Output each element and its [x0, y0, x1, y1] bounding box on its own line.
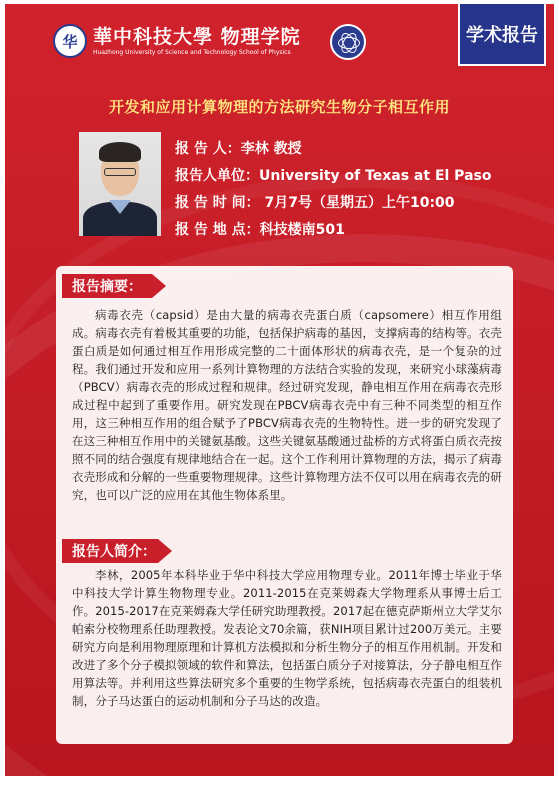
abstract-heading: 报告摘要：: [62, 274, 152, 298]
bio-heading: 报告人简介：: [62, 539, 158, 563]
speaker-photo: [79, 132, 161, 236]
physics-school-logo-icon: [330, 24, 366, 60]
school-name-en: Huazhong University of Science and Technology School of Physics: [93, 49, 291, 56]
location-line: 报 告 地 点：科技楼南501: [175, 222, 345, 238]
poster: [5, 4, 554, 776]
header: [5, 4, 554, 76]
university-logo-icon: 华: [53, 24, 87, 58]
speaker-line: 报 告 人：李林 教授: [175, 141, 302, 157]
report-title: 开发和应用计算物理的方法研究生物分子相互作用: [108, 98, 450, 116]
affiliation-line: 报告人单位：University of Texas at El Paso: [175, 168, 492, 184]
badge-label: 学术报告: [466, 25, 538, 46]
school-name: 華中科技大學 物理学院: [93, 26, 301, 48]
bio-text: 李林，2005年本科毕业于华中科技大学应用物理专业。2011年博士毕业于华中科技大学计算生物物理专业。2011-2015在克莱姆森大学物理系从事博士后工作。2015-2017在克莱姆森大学任研究助理教授。2017起在德克萨斯州立大学艾尔帕索分校物理系任助理教授。发表论文70余篇，获NIH项目累计过200万美元。主要研究方向是利用物理原理和计算机方法模拟和分析生物分子的相互作用机制。开发和改进了多个分子模拟领域的软件和算法，包括蛋白质分子对接算法，分子静电相互作用算法等。并利用这些算法研究多个重要的生物学系统，包括病毒衣壳蛋白的组装机制，分子马达蛋白的运动机制和分子马达的改造。: [72, 568, 502, 708]
report-badge: [458, 4, 546, 66]
time-line: 报 告 时 间： 7月7号（星期五）上午10:00: [175, 195, 455, 211]
abstract-text: 病毒衣壳（capsid）是由大量的病毒衣壳蛋白质（capsomere）相互作用组成。病毒衣壳有着极其重要的功能，包括保护病毒的基因，支撑病毒的结构等。衣壳蛋白质是如何通过相互作用形成完整的二十面体形状的病毒衣壳，是一个复杂的过程。我们通过开发和应用一系列计算物理的方法结合实验的发现，来研究小球藻病毒（PBCV）病毒衣壳的形成过程和规律。经过研究发现，静电相互作用在病毒衣壳形成过程中起到了重要作用。研究发现在PBCV病毒衣壳中有三种不同类型的相互作用，这三种相互作用的组合赋予了PBCV病毒衣壳的生物特性。进一步的研究发现了在这三种相互作用中的关键氨基酸。这些关键氨基酸通过盐桥的方式将蛋白质衣壳按照不同的结合强度有规律地结合在一起。这个工作利用计算物理的方法，揭示了病毒衣壳形成和分解的一些重要物理规律。这些计算物理方法不仅可以用在病毒衣壳的研究，也可以广泛的应用在其他生物体系里。: [72, 308, 502, 502]
